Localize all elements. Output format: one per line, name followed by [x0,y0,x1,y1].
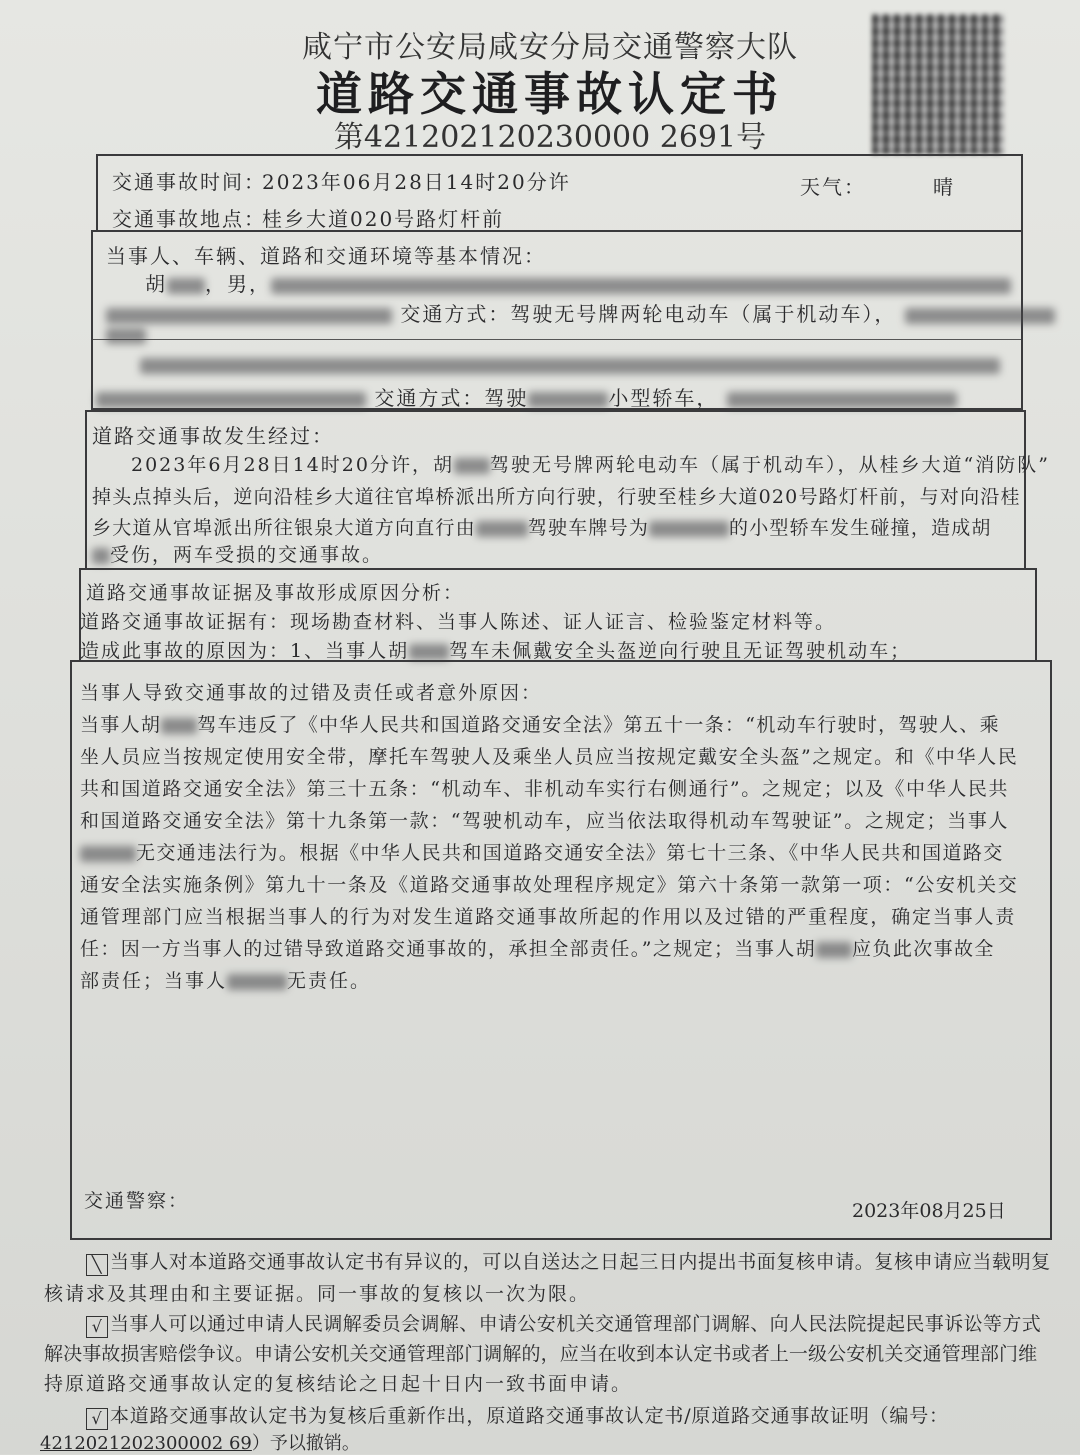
note-1-line-1 [86,1247,1051,1276]
fault-line-9 [80,966,371,993]
party1-mode-line [106,298,1055,327]
redaction [92,548,110,564]
fault-heading: 当事人导致交通事故的过错及责任或者意外原因： [80,682,543,704]
fault-line-8 [80,934,995,961]
party1-name: 胡 [145,272,167,296]
process-line-2: 掉头点掉头后，逆向沿桂乡大道往官埠桥派出所方向行驶，行驶至桂乡大道020号路灯杆前，与对向沿桂 [92,486,1021,508]
redaction [227,974,287,990]
evidence-line: 道路交通事故证据有：现场勘查材料、当事人陈述、证人证言、检验鉴定材料等。 [80,611,837,633]
process-text: 驾驶车牌号为 [527,517,650,539]
process-text: 的小型轿车发生碰撞，造成胡 [729,517,992,539]
checkmark-icon: √ [86,1316,108,1338]
process-text: 2023年6月28日14时20分许，胡 [131,454,454,476]
process-line-4 [92,540,383,567]
party2-mode-prefix: 交通方式：驾驶 [374,386,529,410]
redaction [167,278,205,294]
officer-label: 交通警察： [84,1190,190,1212]
note-text: 当事人对本道路交通事故认定书有异议的，可以自送达之日起三日内提出书面复核申请。复核申请应当载明复 [110,1251,1051,1273]
fault-text: 无交通违法行为。根据《中华人民共和国道路交通安全法》第七十三条、《中华人民共和国道路交 [136,842,1004,864]
fault-text: 应负此次事故全 [852,938,995,960]
note-2-line-3: 持原道路交通事故认定的复核结论之日起十日内一致书面申请。 [44,1373,633,1395]
redaction [96,392,366,408]
evidence-heading: 道路交通事故证据及事故形成原因分析： [86,582,465,604]
redaction [271,278,1011,294]
fault-text: 当事人胡 [80,714,162,736]
note-1-line-2: 核请求及其理由和主要证据。同一事故的复核以一次为限。 [44,1283,591,1305]
cause-line [80,636,911,663]
party2-mode-line [96,382,957,411]
redaction [454,458,490,474]
redaction [106,328,146,344]
redaction [905,308,1055,324]
document-number: 第421202120230000 2691号 [333,120,767,155]
cause-text: 造成此事故的原因为：1、当事人胡 [80,640,410,662]
note-text: 当事人可以通过申请人民调解委员会调解、申请公安机关交通管理部门调解、向人民法院提起民事诉讼等方式 [110,1313,1042,1335]
fault-text: 任：因一方当事人的过错导致道路交通事故的，承担全部责任。”之规定；当事人胡 [80,938,817,960]
parties-heading: 当事人、车辆、道路和交通环境等基本情况： [106,244,546,268]
agency-name: 咸宁市公安局咸安分局交通警察大队 [302,30,798,65]
redaction [409,644,449,660]
party2-mode-suffix: 小型轿车， [608,386,719,410]
fault-text: 部责任；当事人 [80,970,228,992]
fault-line-2: 坐人员应当按规定使用安全带，摩托车驾驶人及乘坐人员应当按规定戴安全头盔”之规定。和《中华人民 [80,746,1019,768]
party2-line [140,352,1000,376]
fault-line-1 [80,710,1000,737]
process-line-3 [92,513,992,540]
fault-line-4: 和国道路交通安全法》第十九条第一款：“驾驶机动车，应当依法取得机动车驾驶证”。之规定；当事人 [80,810,1010,832]
document-title: 道路交通事故认定书 [316,67,784,121]
fault-line-3: 共和国道路交通安全法》第三十五条：“机动车、非机动车实行右侧通行”。之规定；以及《中华人民共 [80,778,1010,800]
redaction [140,358,1000,374]
weather-label: 天气： [800,175,866,199]
time-label: 交通事故时间： [112,170,266,194]
note-text: ）予以撤销。 [251,1433,360,1454]
redaction [649,521,729,537]
original-doc-number: 4212021202300002 69 [40,1433,252,1454]
weather-value: 晴 [933,175,955,199]
time-value: 2023年06月28日14时20分许 [262,170,571,194]
fault-text: 驾车违反了《中华人民共和国道路交通安全法》第五十一条：“机动车行驶时，驾驶人、乘 [197,714,1000,736]
process-text: 受伤，两车受损的交通事故。 [110,544,384,566]
qr-code-icon [872,14,1004,154]
process-line-1 [131,450,1050,477]
fault-text: 无责任。 [287,970,372,992]
note-2-line-1 [86,1309,1041,1338]
redaction [727,392,957,408]
party1-extra [106,322,146,346]
process-heading: 道路交通事故发生经过： [92,424,334,448]
redaction [528,392,608,408]
process-text: 乡大道从官埠派出所往银泉大道方向直行由 [92,517,476,539]
redaction [816,942,852,958]
process-text: 驾驶无号牌两轮电动车（属于机动车），从桂乡大道“消防队” [489,454,1050,476]
fault-line-6: 通安全法实施条例》第九十一条及《道路交通事故处理程序规定》第六十条第一款第一项：“公安机关交 [80,874,1019,896]
redaction [106,308,392,324]
note-3-line-1 [86,1401,949,1430]
note-text: 本道路交通事故认定书为复核后重新作出，原道路交通事故认定书/原道路交通事故证明（编号： [110,1405,949,1427]
checkbox-icon: ╲ [86,1254,108,1276]
fault-line-5 [80,838,1004,865]
checkmark-icon: √ [86,1408,108,1430]
note-3-line-2 [40,1429,360,1455]
redaction [161,718,197,734]
party1-mode: 交通方式：驾驶无号牌两轮电动车（属于机动车）， [400,302,897,326]
redaction [80,846,136,862]
party1-gender: ，男， [205,272,271,296]
issue-date: 2023年08月25日 [852,1200,1006,1222]
party1-line [145,268,1011,297]
fault-line-7: 通管理部门应当根据当事人的行为对发生道路交通事故所起的作用以及过错的严重程度，确定当事人责 [80,906,1017,928]
note-2-line-2: 解决事故损害赔偿争议。申请公安机关交通管理部门调解的，应当在收到本认定书或者上一级公安机关交通管理部门维 [44,1343,1038,1365]
place-value: 桂乡大道020号路灯杆前 [262,207,505,231]
place-label: 交通事故地点： [112,207,266,231]
redaction [476,521,528,537]
cause-text: 驾车未佩戴安全头盔逆向行驶且无证驾驶机动车； [449,640,912,662]
